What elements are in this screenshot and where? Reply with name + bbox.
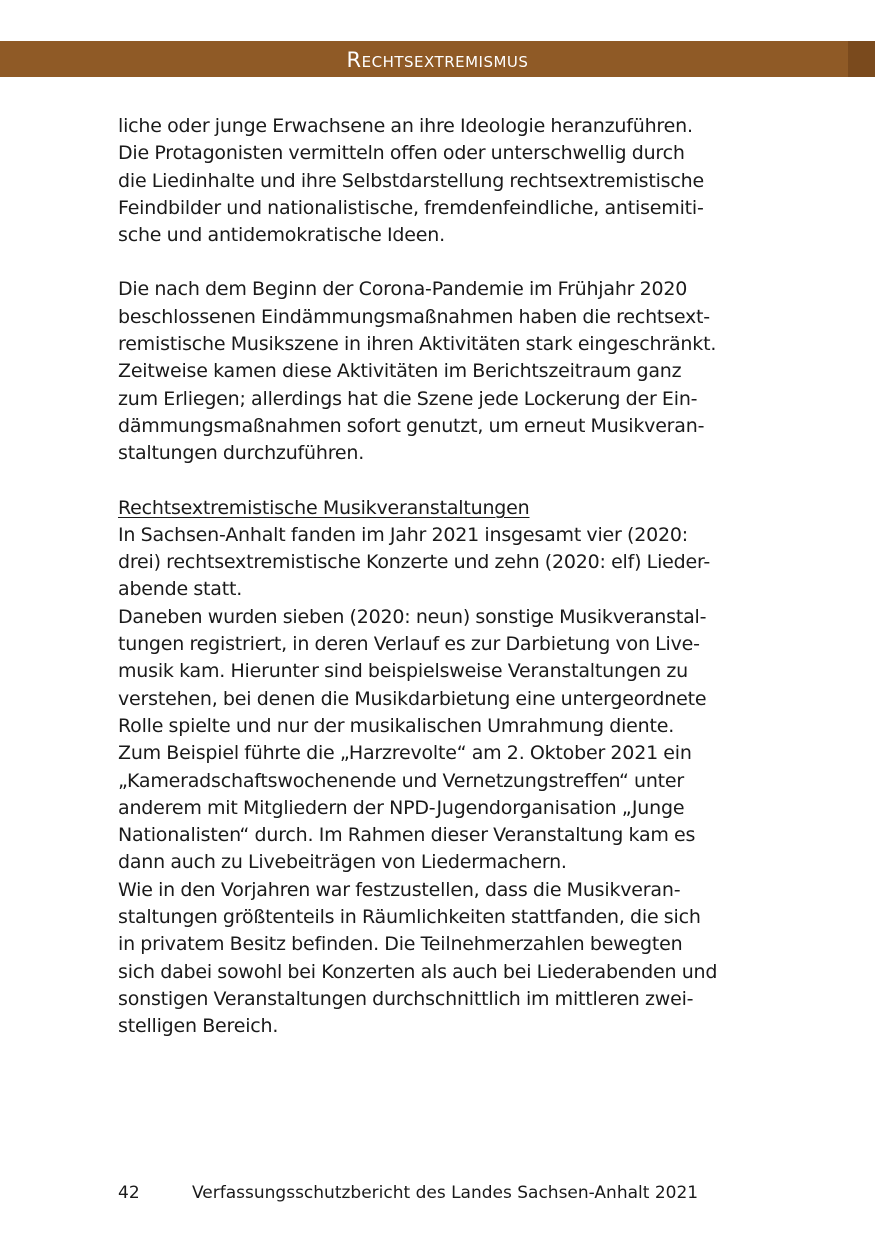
text-line: remistische Musikszene in ihren Aktivitäten stark eingeschränkt.	[118, 333, 717, 356]
text-line: die Liedinhalte und ihre Selbstdarstellung rechtsextremistische	[118, 169, 704, 192]
footer-title: Verfassungsschutzbericht des Landes Sachsen-Anhalt 2021	[192, 1183, 699, 1203]
text-line: Zum Beispiel führte die „Harzrevolte“ am 2. Oktober 2021 ein	[118, 742, 692, 765]
text-line: tungen registriert, in deren Verlauf es zur Darbietung von Live-	[118, 633, 700, 656]
text-line: Die nach dem Beginn der Corona-Pandemie im Frühjahr 2020	[118, 278, 688, 301]
paragraph-3	[118, 495, 758, 1041]
text-line: Wie in den Vorjahren war festzustellen, dass die Musikveran-	[118, 878, 681, 901]
paragraph-1	[118, 113, 758, 249]
text-line: in privatem Besitz befinden. Die Teilnehmerzahlen bewegten	[118, 933, 683, 956]
text-line: Nationalisten“ durch. Im Rahmen dieser Veranstaltung kam es	[118, 824, 696, 847]
text-line: sich dabei sowohl bei Konzerten als auch bei Liederabenden und	[118, 960, 718, 983]
text-line: verstehen, bei denen die Musikdarbietung eine untergeordnete	[118, 687, 707, 710]
section-subheading: Rechtsextremistische Musikveranstaltungen	[118, 496, 530, 519]
text-line: abende statt.	[118, 578, 243, 601]
paragraph-gap	[118, 468, 758, 495]
text-line: sonstigen Veranstaltungen durchschnittlich im mittleren zwei-	[118, 987, 694, 1010]
text-line: beschlossenen Eindämmungsmaßnahmen haben die rechtsext-	[118, 305, 710, 328]
text-line: sche und antidemokratische Ideen.	[118, 224, 445, 247]
text-line: Daneben wurden sieben (2020: neun) sonstige Musikveranstal-	[118, 605, 707, 628]
text-line: In Sachsen-Anhalt fanden im Jahr 2021 insgesamt vier (2020:	[118, 523, 688, 546]
page-section-title: Rechtsextremismus	[346, 48, 529, 72]
body-text	[118, 113, 758, 1041]
paragraph-2	[118, 276, 758, 467]
text-line: staltungen größtenteils in Räumlichkeiten stattfanden, die sich	[118, 906, 701, 929]
text-line: Zeitweise kamen diese Aktivitäten im Berichtszeitraum ganz	[118, 360, 682, 383]
paragraph-gap	[118, 249, 758, 276]
text-line: drei) rechtsextremistische Konzerte und zehn (2020: elf) Lieder-	[118, 551, 711, 574]
text-line: musik kam. Hierunter sind beispielsweise Veranstaltungen zu	[118, 660, 688, 683]
text-line: anderem mit Mitgliedern der NPD-Jugendorganisation „Junge	[118, 796, 685, 819]
text-line: dann auch zu Livebeiträgen von Liedermachern.	[118, 851, 567, 874]
text-line: staltungen durchzuführen.	[118, 442, 365, 465]
text-line: Die Protagonisten vermitteln offen oder unterschwellig durch	[118, 142, 685, 165]
text-line: dämmungsmaßnahmen sofort genutzt, um erneut Musikveran-	[118, 414, 705, 437]
text-line: „Kameradschaftswochenende und Vernetzungstreffen“ unter	[118, 769, 685, 792]
text-line: Feindbilder und nationalistische, fremdenfeindliche, antisemiti-	[118, 196, 704, 219]
page-number: 42	[118, 1183, 140, 1203]
text-line: zum Erliegen; allerdings hat die Szene jede Lockerung der Ein-	[118, 387, 698, 410]
text-line: Rolle spielte und nur der musikalischen Umrahmung diente.	[118, 714, 675, 737]
text-line: stelligen Bereich.	[118, 1015, 279, 1038]
text-line: liche oder junge Erwachsene an ihre Ideologie heranzuführen.	[118, 115, 693, 137]
